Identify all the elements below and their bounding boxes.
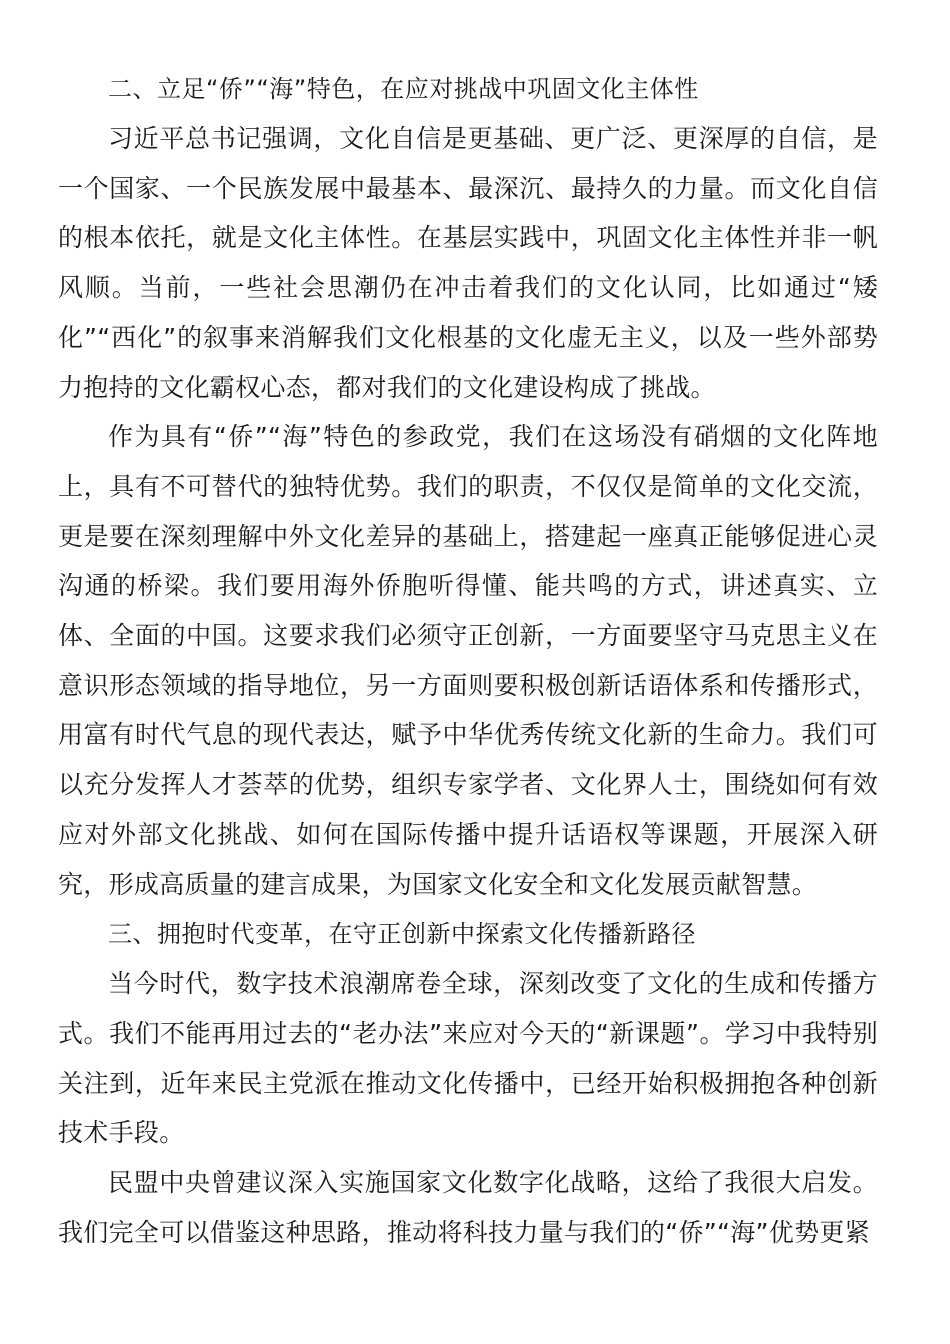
- paragraph-overseas-advantage: 作为具有“侨”“海”特色的参政党，我们在这场没有硝烟的文化阵地上，具有不可替代的独特优势。我们的职责，不仅仅是简单的文化交流，更是要在深刻理解中外文化差异的基础上，搭建起一座真正能够促进心灵沟通的桥梁。我们要用海外侨胞听得懂、能共鸣的方式，讲述真实、立体、全面的中国。这要求我们必须守正创新，一方面要坚守马克思主义在意识形态领域的指导地位，另一方面则要积极创新话语体系和传播形式，用富有时代气息的现代表达，赋予中华优秀传统文化新的生命力。我们可以充分发挥人才荟萃的优势，组织专家学者、文化界人士，围绕如何有效应对外部文化挑战、如何在国际传播中提升话语权等课题，开展深入研究，形成高质量的建言成果，为国家文化安全和文化发展贡献智慧。: [58, 422, 878, 899]
- paragraph-digital-strategy: 民盟中央曾建议深入实施国家文化数字化战略，这给了我很大启发。我们完全可以借鉴这种思路，推动将科技力量与我们的“侨”“海”优势更紧: [58, 1168, 878, 1247]
- paragraph-cultural-confidence: 习近平总书记强调，文化自信是更基础、更广泛、更深厚的自信，是一个国家、一个民族发展中最基本、最深沉、最持久的力量。而文化自信的根本依托，就是文化主体性。在基层实践中，巩固文化主体性并非一帆风顺。当前，一些社会思潮仍在冲击着我们的文化认同，比如通过“矮化”“西化”的叙事来消解我们文化根基的文化虚无主义，以及一些外部势力抱持的文化霸权心态，都对我们的文化建设构成了挑战。: [58, 124, 878, 402]
- section-heading-three: 三、拥抱时代变革，在守正创新中探索文化传播新路径: [108, 920, 696, 949]
- document-body: [58, 64, 878, 1257]
- section-heading-two: 二、立足“侨”“海”特色，在应对挑战中巩固文化主体性: [108, 75, 699, 103]
- paragraph-digital-era: 当今时代，数字技术浪潮席卷全球，深刻改变了文化的生成和传播方式。我们不能再用过去的“老办法”来应对今天的“新课题”。学习中我特别关注到，近年来民主党派在推动文化传播中，已经开始积极拥抱各种创新技术手段。: [58, 969, 878, 1148]
